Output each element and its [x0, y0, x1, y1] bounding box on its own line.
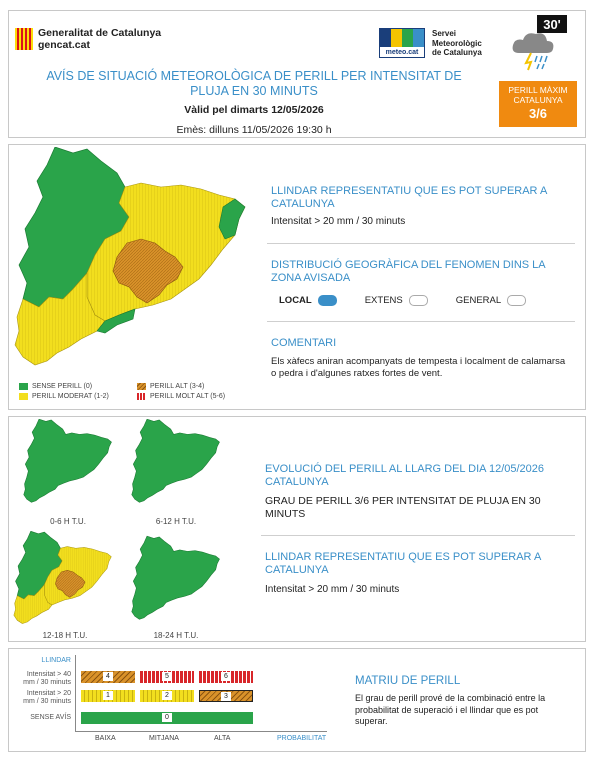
main-map-panel — [8, 144, 586, 410]
distribution-options — [279, 295, 554, 306]
smc-line-2: Meteorològic — [432, 38, 482, 48]
matrix-cell-r1c2 — [140, 671, 194, 683]
threshold2-text: Intensitat > 20 mm / 30 minuts — [265, 584, 400, 595]
option-general-toggle[interactable] — [507, 295, 526, 306]
legend-none — [19, 383, 92, 390]
legend-high-label: PERILL ALT (3-4) — [150, 383, 205, 390]
threshold2-title: LLINDAR REPRESENTATIU QUE ES POT SUPERAR A CATALUNYA — [265, 551, 541, 576]
matrix-cell-r3 — [81, 712, 253, 724]
max-danger-label: PERILL MÀXIM CATALUNYA — [508, 85, 568, 105]
matrix-title: MATRIU DE PERILL — [355, 675, 461, 687]
matrix-value: 2 — [162, 691, 172, 700]
evolution-title: EVOLUCIÓ DEL PERILL AL LLARG DEL DIA 12/05/2026 CATALUNYA — [265, 463, 545, 488]
legend-swatch-orange — [137, 383, 146, 390]
legend-swatch-yellow — [19, 393, 28, 400]
max-danger-value: 3/6 — [528, 106, 548, 121]
matrix-col-alta: ALTA — [214, 735, 231, 742]
matrix-cell-r1c1 — [81, 671, 135, 683]
matrix-cell-r2c3 — [199, 690, 253, 702]
gencat-brand[interactable] — [15, 27, 161, 51]
org-site: gencat.cat — [38, 39, 90, 51]
matrix-row-label-1: Intensitat > 40 mm / 30 minuts — [23, 671, 71, 686]
comments-title: COMENTARI — [271, 337, 337, 349]
matrix-row-label-2: Intensitat > 20 mm / 30 minuts — [23, 690, 71, 705]
option-local-toggle[interactable] — [318, 295, 337, 306]
matrix-text: El grau de perill prové de la combinació entre la probabilitat de superació i el llindar que es pot superar. — [355, 693, 546, 726]
mini-map-18-24 — [131, 531, 221, 629]
matrix-value: 1 — [103, 691, 113, 700]
matrix-cell-r2c1 — [81, 690, 135, 702]
valid-date: Vàlid pel dimarts 12/05/2026 — [184, 104, 324, 116]
matrix-cell-r1c3 — [199, 671, 253, 683]
mini-map-6-12 — [131, 419, 221, 507]
smc-name — [432, 29, 482, 58]
comments-text: Els xàfecs aniran acompanyats de tempesta i localment de calamarsa o pedra i d'algunes ratxes fortes de vent. — [271, 356, 566, 379]
matrix-panel — [8, 648, 586, 752]
option-extens-label: EXTENS — [364, 295, 403, 306]
legend-none-label: SENSE PERILL (0) — [32, 383, 93, 390]
period-label-18-24: 18-24 H T.U. — [153, 631, 199, 640]
matrix-row-label-3: SENSE AVÍS — [30, 714, 71, 721]
icon-badge: 30' — [543, 17, 561, 32]
header-panel — [8, 10, 586, 138]
matrix-cell-r2c2 — [140, 690, 194, 702]
catalan-flag-icon — [15, 28, 33, 50]
option-general-label: GENERAL — [455, 295, 502, 306]
matrix-value: 5 — [162, 672, 172, 681]
divider — [261, 535, 575, 536]
legend-high — [137, 383, 204, 390]
matrix-col-mitjana: MITJANA — [149, 735, 179, 742]
catalonia-danger-map — [13, 147, 249, 377]
meteocat-logo-text: meteo.cat — [385, 49, 419, 56]
smc-line-1: Servei — [432, 29, 457, 38]
threshold-title: LLINDAR REPRESENTATIU QUE ES POT SUPERAR A CATALUNYA — [271, 185, 547, 210]
matrix-axis-x: PROBABILITAT — [277, 735, 327, 742]
option-extens-toggle[interactable] — [409, 295, 428, 306]
issued-date: Emès: dilluns 11/05/2026 19:30 h — [176, 124, 332, 136]
evolution-text: GRAU DE PERILL 3/6 PER INTENSITAT DE PLUJA EN 30 MINUTS — [265, 495, 541, 520]
legend-moderate — [19, 393, 109, 400]
legend-moderate-label: PERILL MODERAT (1-2) — [32, 393, 109, 400]
divider — [267, 243, 575, 244]
period-label-12-18: 12-18 H T.U. — [42, 631, 88, 640]
mini-map-12-18 — [13, 531, 113, 629]
matrix-value: 4 — [103, 672, 113, 681]
evolution-panel — [8, 416, 586, 642]
rain-30min-icon — [507, 13, 569, 71]
option-local[interactable] — [279, 295, 337, 306]
legend-very-high — [137, 393, 225, 400]
matrix-x-axis-line — [75, 731, 327, 732]
mini-map-0-6 — [23, 419, 113, 507]
matrix-y-axis-line — [75, 655, 76, 731]
matrix-value: 3 — [221, 692, 231, 701]
max-danger-box — [499, 81, 577, 127]
legend-swatch-green — [19, 383, 28, 390]
legend-swatch-red — [137, 393, 146, 400]
meteocat-logo[interactable] — [379, 28, 425, 58]
warning-title: AVÍS DE SITUACIÓ METEOROLÒGICA DE PERILL PER INTENSITAT DE PLUJA EN 30 MINUTS — [46, 69, 462, 98]
matrix-value: 6 — [221, 672, 231, 681]
option-local-label: LOCAL — [279, 295, 312, 306]
period-label-0-6: 0-6 H T.U. — [50, 517, 86, 526]
org-name: Generalitat de Catalunya — [38, 27, 162, 39]
option-general[interactable] — [456, 295, 526, 306]
threshold-text: Intensitat > 20 mm / 30 minuts — [271, 216, 406, 227]
matrix-value: 0 — [162, 713, 172, 722]
smc-line-3: de Catalunya — [432, 48, 482, 57]
legend-very-high-label: PERILL MOLT ALT (5-6) — [150, 393, 226, 400]
divider — [267, 321, 575, 322]
matrix-axis-y: LLINDAR — [41, 657, 71, 664]
option-extens[interactable] — [365, 295, 428, 306]
matrix-col-baixa: BAIXA — [95, 735, 116, 742]
distribution-title: DISTRIBUCIÓ GEOGRÀFICA DEL FENOMEN DINS LA ZONA AVISADA — [271, 259, 546, 284]
period-label-6-12: 6-12 H T.U. — [155, 517, 197, 526]
